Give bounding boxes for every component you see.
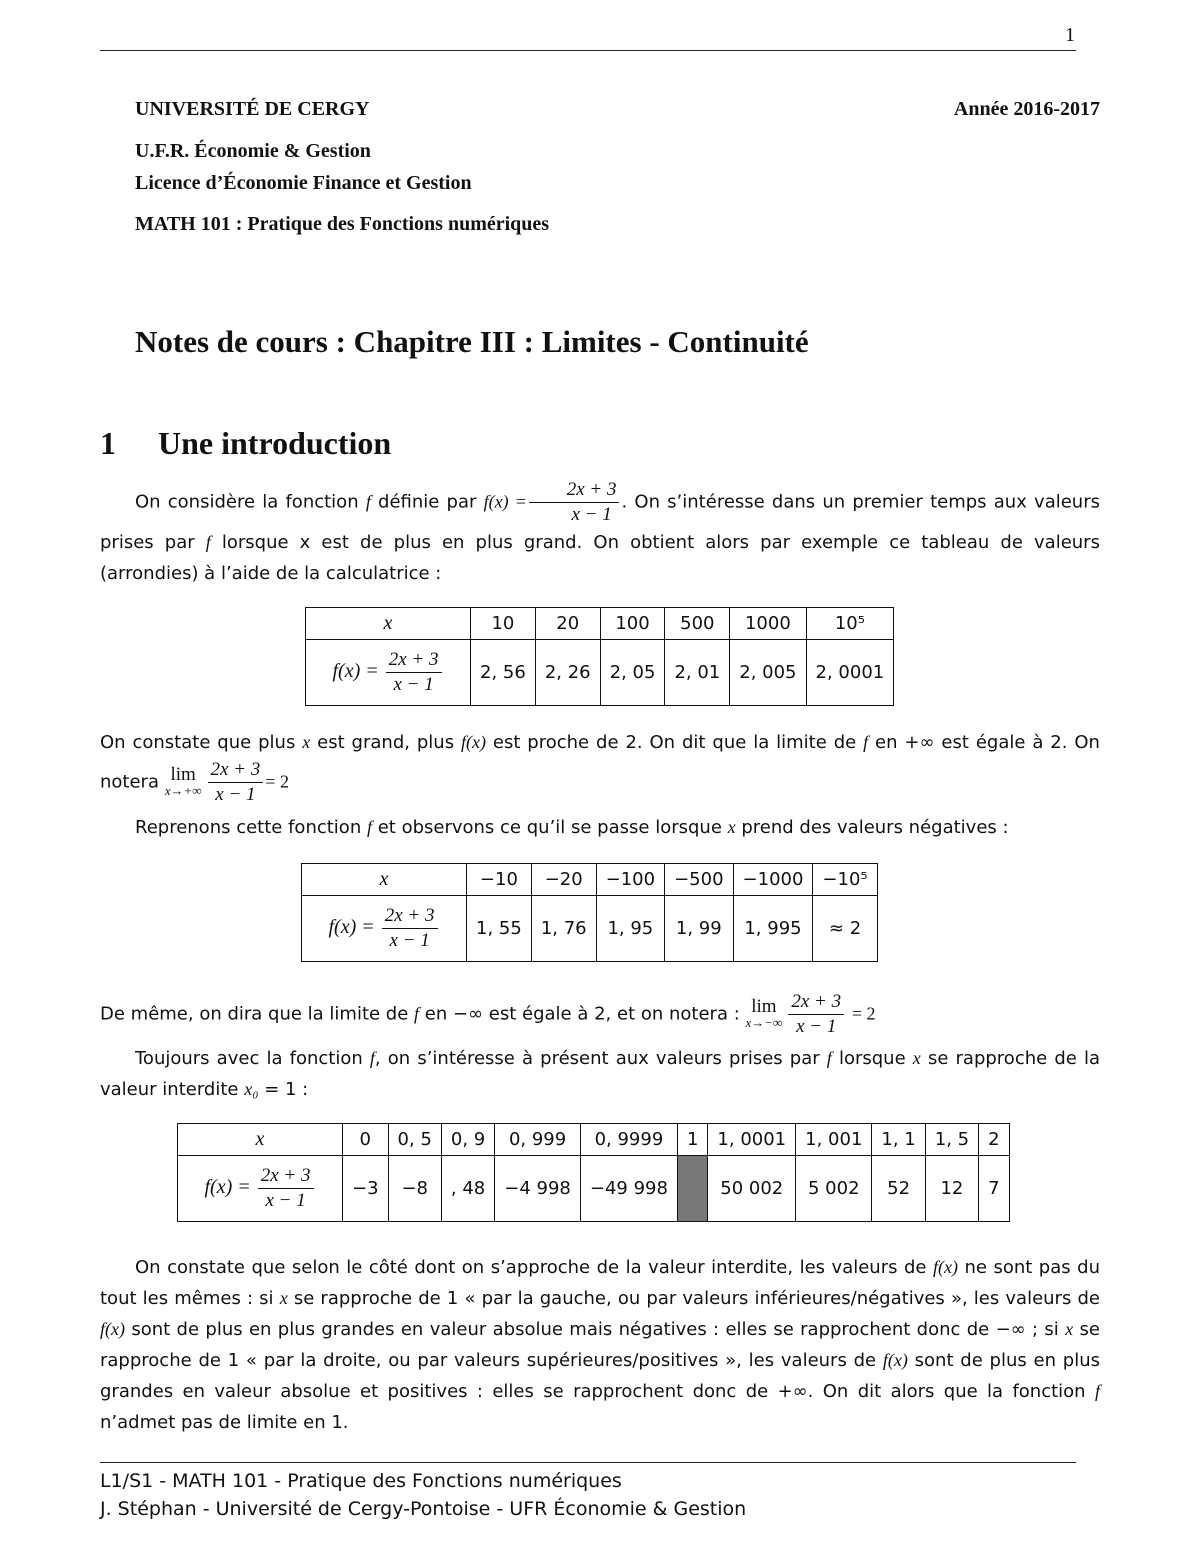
value-table-near-forbidden [177,1123,1010,1222]
math-f: f [205,532,211,552]
table-cell: 2, 26 [535,640,600,706]
fraction-denominator: x − 1 [215,784,256,805]
section-heading [100,425,391,462]
text: n’admet pas de limite en 1. [100,1412,349,1433]
table-cell: 1, 5 [925,1124,978,1156]
table-cell: 2, 0001 [806,640,894,706]
table-cell: −1000 [733,864,813,896]
text: , on s’intéresse à présent aux valeurs prises par [374,1048,820,1069]
math-f: f [1094,1381,1100,1401]
table-cell: 1, 55 [467,896,532,962]
text: lorsque x est de plus en plus grand. On obtient alors par exemple ce tableau de valeurs (arrondies) à l’aide de la calculatrice : [100,532,1100,584]
limit-operator [745,995,783,1031]
math-fx: f(x) = [332,660,379,683]
fraction [208,758,264,807]
forbidden-value-cell [677,1156,707,1222]
table-cell: −500 [665,864,733,896]
math-x: x [1065,1319,1074,1339]
table-header-x: x [302,864,467,896]
math-x: x [279,1288,288,1308]
text: se rapproche de 1 « par la gauche, ou par valeurs inférieures/négatives », les valeurs de [293,1288,1100,1309]
section-number: 1 [100,425,116,461]
table-cell: 0, 5 [388,1124,441,1156]
table-cell: 100 [600,608,665,640]
math-fx: f(x) = [328,916,375,939]
table-cell: 12 [925,1156,978,1222]
lim-word: lim [751,995,777,1017]
university-name: UNIVERSITÉ DE CERGY [135,98,370,120]
table-header-fx [306,640,471,706]
text: De même, on dira que la limite de [100,1003,409,1025]
math-fx: f(x) [882,1350,908,1370]
table-cell: , 48 [441,1156,494,1222]
text: est proche de 2. On dit que la limite de [492,732,857,753]
table-cell: 10⁵ [806,608,894,640]
table-cell: 52 [872,1156,925,1222]
table-cell: −10 [467,864,532,896]
text: et observons ce qu’il se passe lorsque [377,817,722,838]
math-f: f [863,732,869,752]
table-cell: 1, 0001 [708,1124,796,1156]
table-cell: 0 [343,1124,389,1156]
table-cell: −20 [531,864,596,896]
text: en −∞ est égale à 2, et on notera : [424,1003,740,1025]
paragraph-2 [100,727,1100,807]
table-cell: ≈ 2 [813,896,877,962]
ufr-name: U.F.R. Économie & Gestion [135,140,371,162]
text: se rapproche de la valeur interdite [100,1048,1100,1100]
table-cell: 1, 995 [733,896,813,962]
table-cell: −4 998 [495,1156,581,1222]
text: ne sont pas du tout les mêmes : si [100,1257,1100,1309]
table-cell: 2, 005 [730,640,806,706]
course-name: MATH 101 : Pratique des Fonctions numériques [135,213,550,235]
table-cell: −49 998 [580,1156,677,1222]
text: On constate que selon le côté dont on s’approche de la valeur interdite, les valeurs de [135,1257,927,1278]
table-cell: 0, 999 [495,1124,581,1156]
footer-course: L1/S1 - MATH 101 - Pratique des Fonctions numériques [100,1470,622,1492]
table-header-x: x [178,1124,343,1156]
fraction-denominator: x − 1 [796,1016,837,1037]
header-rule [100,50,1076,51]
document-title: Notes de cours : Chapitre III : Limites - Continuité [135,324,809,359]
text: On constate que plus [100,732,296,753]
table-cell: 2, 56 [471,640,536,706]
fraction-numerator: 2x + 3 [386,648,442,673]
table-cell: 1 [677,1124,707,1156]
fraction [386,648,442,697]
table-header-x: x [306,608,471,640]
page-number: 1 [1065,24,1075,46]
text: est grand, plus [317,732,455,753]
paragraph-6 [100,1252,1100,1438]
math-fx: f(x) = [204,1176,251,1199]
table-header-fx [178,1156,343,1222]
math-x: x [302,732,311,752]
text: en +∞ est égale à 2. On notera [100,732,1100,793]
table-cell: 0, 9999 [580,1124,677,1156]
table-cell: 5 002 [796,1156,872,1222]
math-f: f [826,1048,832,1068]
paragraph-4 [100,990,1100,1039]
fraction-numerator: 2x + 3 [529,478,620,503]
value-table-negative [301,863,878,962]
text: définie par [378,491,477,513]
math-f: f [365,491,371,512]
text: se rapproche de 1 « par la droite, ou par valeurs supérieures/positives », les valeurs de [100,1319,1100,1371]
section-title: Une introduction [158,425,392,461]
table-cell: 500 [665,608,730,640]
fraction [258,1164,314,1213]
table-cell: −8 [388,1156,441,1222]
fraction-numerator: 2x + 3 [788,990,844,1015]
table-cell: 2 [979,1124,1009,1156]
lim-word: lim [170,763,196,785]
table-cell: 1, 76 [531,896,596,962]
fraction [788,990,844,1039]
math-x: x [727,817,736,837]
text: . On s’intéresse dans un premier temps aux valeurs prises par [100,491,1100,553]
fraction-numerator: 2x + 3 [258,1164,314,1189]
text: Reprenons cette fonction [135,817,362,838]
lim-subscript: x→−∞ [745,1014,783,1030]
paragraph-1 [100,478,1100,589]
text: sont de plus en plus grandes en valeur absolue mais négatives : elles se rapprochent donc de −∞ ; si [131,1319,1059,1340]
math-fx: f(x) [461,732,486,752]
value-table-positive [305,607,894,706]
table-cell: 0, 9 [441,1124,494,1156]
table-header-fx [302,896,467,962]
limit-operator [164,763,202,799]
table-cell: 1, 1 [872,1124,925,1156]
math-fx: f(x) [932,1257,958,1277]
math-x0: x₀ [244,1079,259,1099]
footer-author: J. Stéphan - Université de Cergy-Pontoise - UFR Économie & Gestion [100,1498,747,1520]
fraction [529,478,620,527]
math-eq: = 2 [851,1003,876,1024]
text: = 1 : [264,1079,309,1100]
math-fx: f(x) [100,1319,125,1339]
table-cell: 1, 001 [796,1124,872,1156]
text: prend des valeurs négatives : [741,817,1009,838]
table-cell: −10⁵ [813,864,877,896]
math-eq: = 2 [265,771,289,792]
text: Toujours avec la fonction [135,1048,363,1069]
table-cell: −3 [343,1156,389,1222]
footer-rule [100,1462,1076,1463]
math-x: x [912,1048,921,1068]
table-cell: 1000 [730,608,806,640]
fraction-denominator: x − 1 [571,504,612,525]
table-cell: 2, 01 [665,640,730,706]
table-cell: 50 002 [708,1156,796,1222]
fraction-denominator: x − 1 [389,930,430,951]
text: lorsque [838,1048,906,1069]
fraction-denominator: x − 1 [265,1190,306,1211]
text: On considère la fonction [135,491,359,513]
math-f: f [366,817,372,837]
fraction [382,904,438,953]
fraction-numerator: 2x + 3 [382,904,438,929]
fraction-numerator: 2x + 3 [208,758,264,783]
lim-subscript: x→+∞ [164,782,202,798]
academic-year: Année 2016-2017 [953,98,1100,120]
paragraph-5 [100,1043,1100,1105]
table-cell: −100 [596,864,664,896]
licence-name: Licence d’Économie Finance et Gestion [135,172,472,194]
table-cell: 10 [471,608,536,640]
math-fx: f(x) = [483,491,527,512]
table-cell: 2, 05 [600,640,665,706]
table-cell: 1, 99 [665,896,733,962]
text: sont de plus en plus grandes en valeur absolue et positives : elles se rapprochent donc de +∞. On dit alors que la fonction [100,1350,1100,1402]
math-f: f [414,1003,420,1024]
table-cell: 7 [979,1156,1009,1222]
paragraph-3 [100,812,1100,843]
table-cell: 20 [535,608,600,640]
math-f: f [369,1048,375,1068]
fraction-denominator: x − 1 [393,674,434,695]
table-cell: 1, 95 [596,896,664,962]
